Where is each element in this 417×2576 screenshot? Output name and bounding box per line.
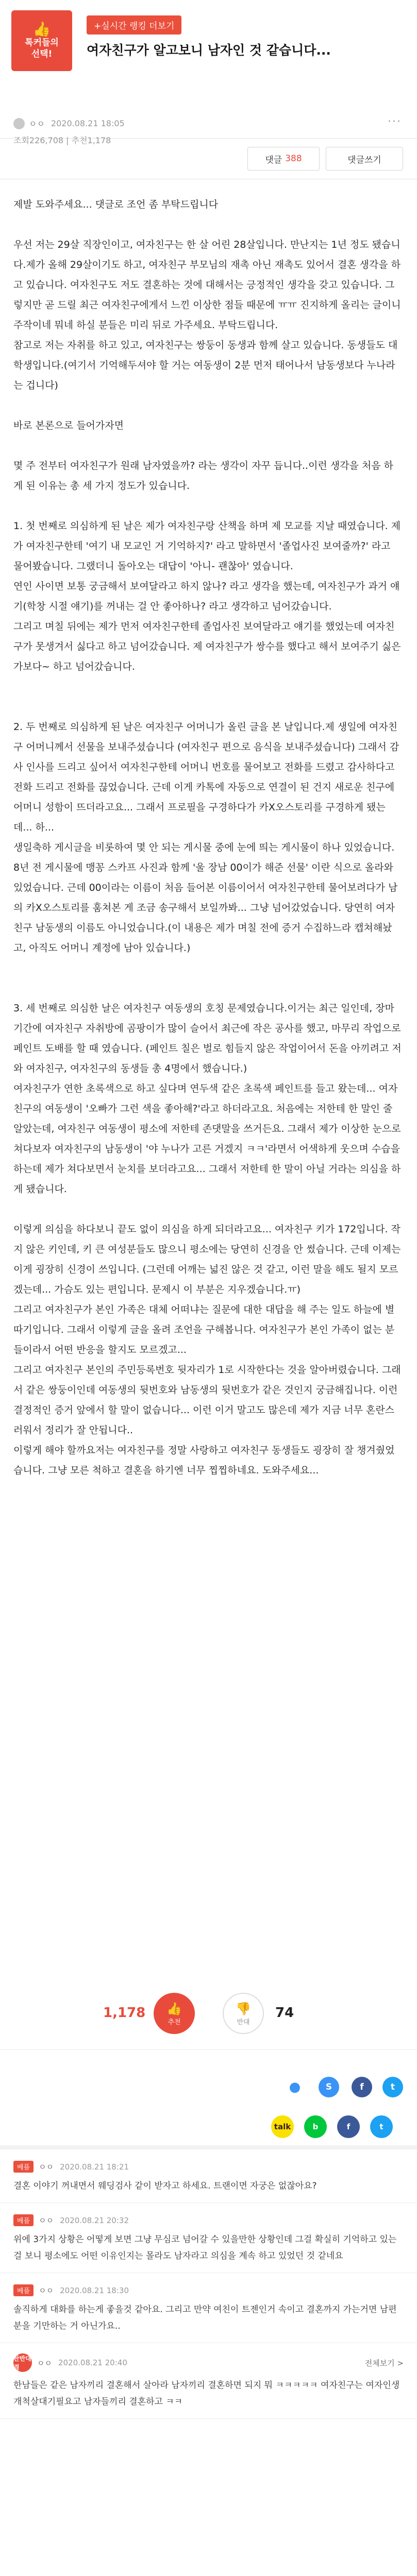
post-meta <box>13 117 125 129</box>
realtime-ranking-button[interactable]: +실시간 랭킹 더보기 <box>87 15 181 35</box>
upvote-count: 1,178 <box>103 2005 146 2021</box>
share-row <box>0 2049 417 2109</box>
comment-count: 388 <box>285 154 302 164</box>
list-item <box>0 2149 417 2203</box>
thumb-up-icon: 👍 <box>32 21 51 38</box>
vote-area <box>0 1982 417 2049</box>
body-paragraph: 이렇게 의심을 하다보니 끝도 없이 의심을 하게 되더라고요... 여자친구 키가 172입니다. 작지 않은 키인데, 키 큰 여성분들도 많으니 평소에는 당연히 신경을 안 썼습니다. 근데 이제는 이게 굉장히 신경이 쓰입니다. (그런데 어깨는 넓진 않은 것 같고, 이런 말을 해도 될지 모르겠는데... 가슴도 있는 편입니다. 문제시 이 부분은 지우겠습니다.ㅠ) 그리고 여자친구가 본인 가족은 대체 어떠냐는 질문에 대한 대답을 해 주는 일도 하늘에 별 따기입니다. 그래서 이렇게 글을 올려 조언을 구해봅니다. 여자친구가 본인 가족이 없는 분들이라서 어떤 반응을 할지도 모르겠고... 그리고 여자친구 본인의 주민등록번호 뒷자리가 1로 시작한다는 것을 알아버렸습니다. 그래서 같은 쌍둥이인데 여동생의 뒷번호와 남동생의 뒷번호가 같은 것인지 궁금해집니다. 이런 결정적인 증거 앞에서 할 말이 없습니다... 이런 이거 말고도 많은데 제가 지금 너무 혼란스러워서 정리가 잘 안됩니다.. 이렇게 해야 할까요저는 여자친구를 정말 사랑하고 여자친구 동생들도 굉장히 잘 챙겨줬었습니다. 그냥 모른 척하고 결혼을 하기엔 너무 찝찝하네요. 도와주세요... <box>13 1224 401 1476</box>
comment-count-button[interactable] <box>247 147 320 171</box>
comment-body: 위에 3가지 상황은 어떻게 보면 그냥 무심코 넘어갈 수 있을만한 상황인데 그걸 확실히 기억하고 있는걸 보니 평소에도 어떤 이유인지는 몰라도 남자라고 의심을 계속 하고 있었던 것 같네요 <box>13 2234 397 2261</box>
more-dots-icon[interactable]: ··· <box>388 115 402 128</box>
thumb-up-icon: 👍 <box>166 2001 182 2016</box>
comment-body: 솔직하게 대화를 하는게 좋을것 같아요. 그리고 만약 여친이 트젠인거 속이고 결혼까지 가는거면 남편분을 기만하는 거 아닌가요.. <box>13 2304 397 2331</box>
share-row-secondary <box>0 2109 417 2145</box>
comment-date: 2020.08.21 20:40 <box>58 2358 127 2367</box>
talker-choice-badge <box>11 10 72 71</box>
chat-share-icon[interactable]: ● <box>285 2077 305 2097</box>
post-date: 2020.08.21 18:05 <box>51 118 125 128</box>
downvote-count: 74 <box>275 2005 294 2021</box>
best-tag: 베플 <box>13 2214 34 2226</box>
best-tag: 베플 <box>13 2161 34 2173</box>
best-comments <box>0 2145 417 2419</box>
comment-body: 한남들은 같은 남자끼리 결혼해서 살아라 남자끼리 결혼하면 되지 뭐 ㅋㅋㅋㅋㅋ 여자친구는 여자인생개척살대기필요고 남자들끼리 결혼하고 ㅋㅋ <box>13 2380 400 2407</box>
view-stats: 조회226,708 | 추천1,178 <box>13 135 111 145</box>
author-name[interactable]: ㅇㅇ <box>29 119 45 129</box>
comment-label: 댓글 <box>265 155 282 165</box>
kakaotalk-icon[interactable]: talk <box>271 2115 294 2138</box>
comment-date: 2020.08.21 18:21 <box>60 2162 129 2172</box>
comment-author[interactable]: ㅇㅇ <box>39 2162 54 2172</box>
comment-author[interactable]: ㅇㅇ <box>39 2286 54 2295</box>
comment-date: 2020.08.21 20:32 <box>60 2215 129 2225</box>
upvote-label: 추천 <box>168 2018 181 2026</box>
post-header <box>0 0 417 145</box>
list-item <box>0 2203 417 2273</box>
action-row <box>0 139 417 179</box>
list-item <box>0 2273 417 2343</box>
body-paragraph: 1. 첫 번째로 의심하게 된 날은 제가 여자친구랑 산책을 하며 제 모교를 지날 때였습니다. 제가 여자친구한테 '여기 내 모교인 거 기억하지?' 라고 말하면서 '졸업사진 보여줄까?' 라고 물어봤습니다. 그랬더니 돌아오는 대답이 '아니- 괜찮아' 였습니다. 연인 사이면 보통 궁금해서 보여달라고 하지 않나? 라고 생각을 했는데, 여자친구가 과거 얘기(학창 시절 얘기)를 꺼내는 걸 안 좋아하나? 라고 생각하고 넘어갔습니다. 그리고 며칠 뒤에는 제가 먼저 여자친구한테 졸업사진 보여달라고 얘기를 했었는데 여자친구가 못생겨서 싫다고 하고 넘어갔습니다. 제 여자친구가 쌍수를 했다고 해서 보여주기 싫은가보다~ 하고 넘어갔습니다. <box>13 520 401 672</box>
badge-text: 톡커들의 선택! <box>25 38 59 59</box>
best-tag: 베플 <box>13 2284 34 2296</box>
kakaostory-icon[interactable]: S <box>319 2077 339 2097</box>
comment-author[interactable]: ㅇㅇ <box>37 2358 52 2368</box>
debate-comment <box>0 2343 417 2419</box>
facebook-icon[interactable]: f <box>337 2115 360 2138</box>
write-comment-button[interactable]: 댓글쓰기 <box>326 147 403 171</box>
body-paragraph: 몇 주 전부터 여자친구가 원래 남자였을까? 라는 생각이 자꾸 듭니다..이런 생각을 처음 하게 된 이유는 총 세 가지 정도가 있습니다. <box>13 460 394 492</box>
comment-author[interactable]: ㅇㅇ <box>39 2216 54 2225</box>
view-all-link[interactable]: 전체보기 > <box>364 2358 404 2368</box>
body-paragraph: 우선 저는 29살 직장인이고, 여자친구는 한 살 어린 28살입니다. 만난지는 1년 정도 됐습니다.제가 올해 29살이기도 하고, 여자친구 부모님의 재촉 아닌 재촉도 있어서 결혼 생각을 하고 있습니다. 여자친구도 저도 결혼하는 것에 대해서는 긍정적인 생각을 갖고 있습니다. 그렇지만 곧 드릴 최근 여자친구에게서 느낀 이상한 점들 때문에 ㅠㅠ 진지하게 올리는 글이니 주작이네 뭐네 하실 분들은 미리 뒤로 가주세요. 부탁드립니다. 참고로 저는 자취를 하고 있고, 여자친구는 쌍둥이 동생과 함께 살고 있습니다. 동생들도 대학생입니다.(여기서 기억해두셔야 할 거는 여동생이 2분 먼저 태어나서 남동생보다 누나라는 겁니다) <box>13 239 401 391</box>
facebook-icon[interactable]: f <box>352 2077 372 2097</box>
twitter-icon[interactable]: t <box>370 2115 393 2138</box>
post-body <box>0 179 417 1982</box>
body-paragraph: 바로 본론으로 들어가자면 <box>13 420 124 431</box>
page-title: 여자친구가 알고보니 남자인 것 같습니다... <box>87 43 331 58</box>
upvote-button[interactable] <box>154 1993 195 2034</box>
downvote-label: 반대 <box>237 2018 250 2026</box>
downvote-button[interactable] <box>223 1993 264 2034</box>
twitter-icon[interactable]: t <box>382 2077 403 2097</box>
body-paragraph: 3. 세 번째로 의심한 날은 여자친구 여동생의 호칭 문제였습니다.이거는 최근 일인데, 장마 기간에 여자친구 자취방에 곰팡이가 많이 슬어서 최근에 작은 공사를 했고, 마무리 작업으로 페인트 도배를 할 때 였습니다. (페인트 칠은 벌로 힘들지 않은 작업이어서 돈을 아끼려고 저와 여자친구, 여자친구의 동생들 총 4명에서 했습니다.) 여자친구가 연한 초록색으로 하고 싶다며 연두색 같은 초록색 페인트를 들고 왔는데... 여자친구의 여동생이 '오빠가 그런 색을 좋아해?'라고 하더라고요. 처음에는 저한테 한 말인 줄 알았는데, 여자친구 여동생이 평소에 저한테 존댓말을 쓰거든요. 그래서 제가 이상한 눈으로 쳐다보자 여자친구의 남동생이 '야 누나가 고른 거겠지 ㅋㅋ'라면서 어색하게 웃으며 수습을 하는데 제가 쳐다보면서 눈치를 보더라고요... 그래서 저한테 한 말이 아닐 거라는 의심을 하게 됐습니다. <box>13 1003 402 1195</box>
thumb-down-icon: 👎 <box>236 2001 251 2016</box>
comment-body: 결혼 이야기 꺼내면서 웨딩검사 같이 받자고 하세요. 트랜이면 자궁은 없잖아요? <box>13 2181 317 2191</box>
comment-date: 2020.08.21 18:30 <box>60 2285 129 2295</box>
body-paragraph: 2. 두 번째로 의심하게 된 날은 여자친구 어머니가 올린 글을 본 날입니다.제 생일에 여자친구 어머니께서 선물을 보내주셨습니다 (여자친구 편으로 음식을 보내주셨습니다) 그래서 감사 인사를 드리고 싶어서 여자친구한테 어머니 번호를 물어보고 전화를 드렸고 감사하다고 전화 드리고 전화를 끊었습니다. 근데 이게 카톡에 자동으로 연결이 된 건지 새로운 친구에 어머니 성함이 뜨더라고요... 그래서 프로필을 구경하다가 카X오스토리를 구경하게 됐는데... 하... 생일축하 게시글을 비롯하여 몇 안 되는 게시물 중에 눈에 띄는 게시물이 하나 있었습니다. 8년 전 게시물에 맹꽁 스카프 사진과 함께 '울 장남 00이가 해준 선물' 이란 식으로 올라와 있었습니다. 근데 00이라는 이름이 처음 들어본 이름이어서 여자친구한테 물어보려다가 남의 카X오스토리를 훔쳐본 게 조금 송구해서 보일까봐... 그냥 넘어갔었습니다. 당연히 여자친구 남동생의 이름도 아니었습니다.(이 내용은 제가 며칠 전에 증거 수집하느라 캡쳐해놨고, 아직도 어머니 계정에 남아 있습니다.) <box>13 721 399 954</box>
avatar <box>13 118 25 129</box>
band-icon[interactable]: b <box>304 2115 327 2138</box>
debate-icon: 찬반대결 <box>13 2353 32 2372</box>
body-paragraph: 제발 도와주세요... 댓글로 조언 좀 부탁드립니다 <box>13 199 219 210</box>
